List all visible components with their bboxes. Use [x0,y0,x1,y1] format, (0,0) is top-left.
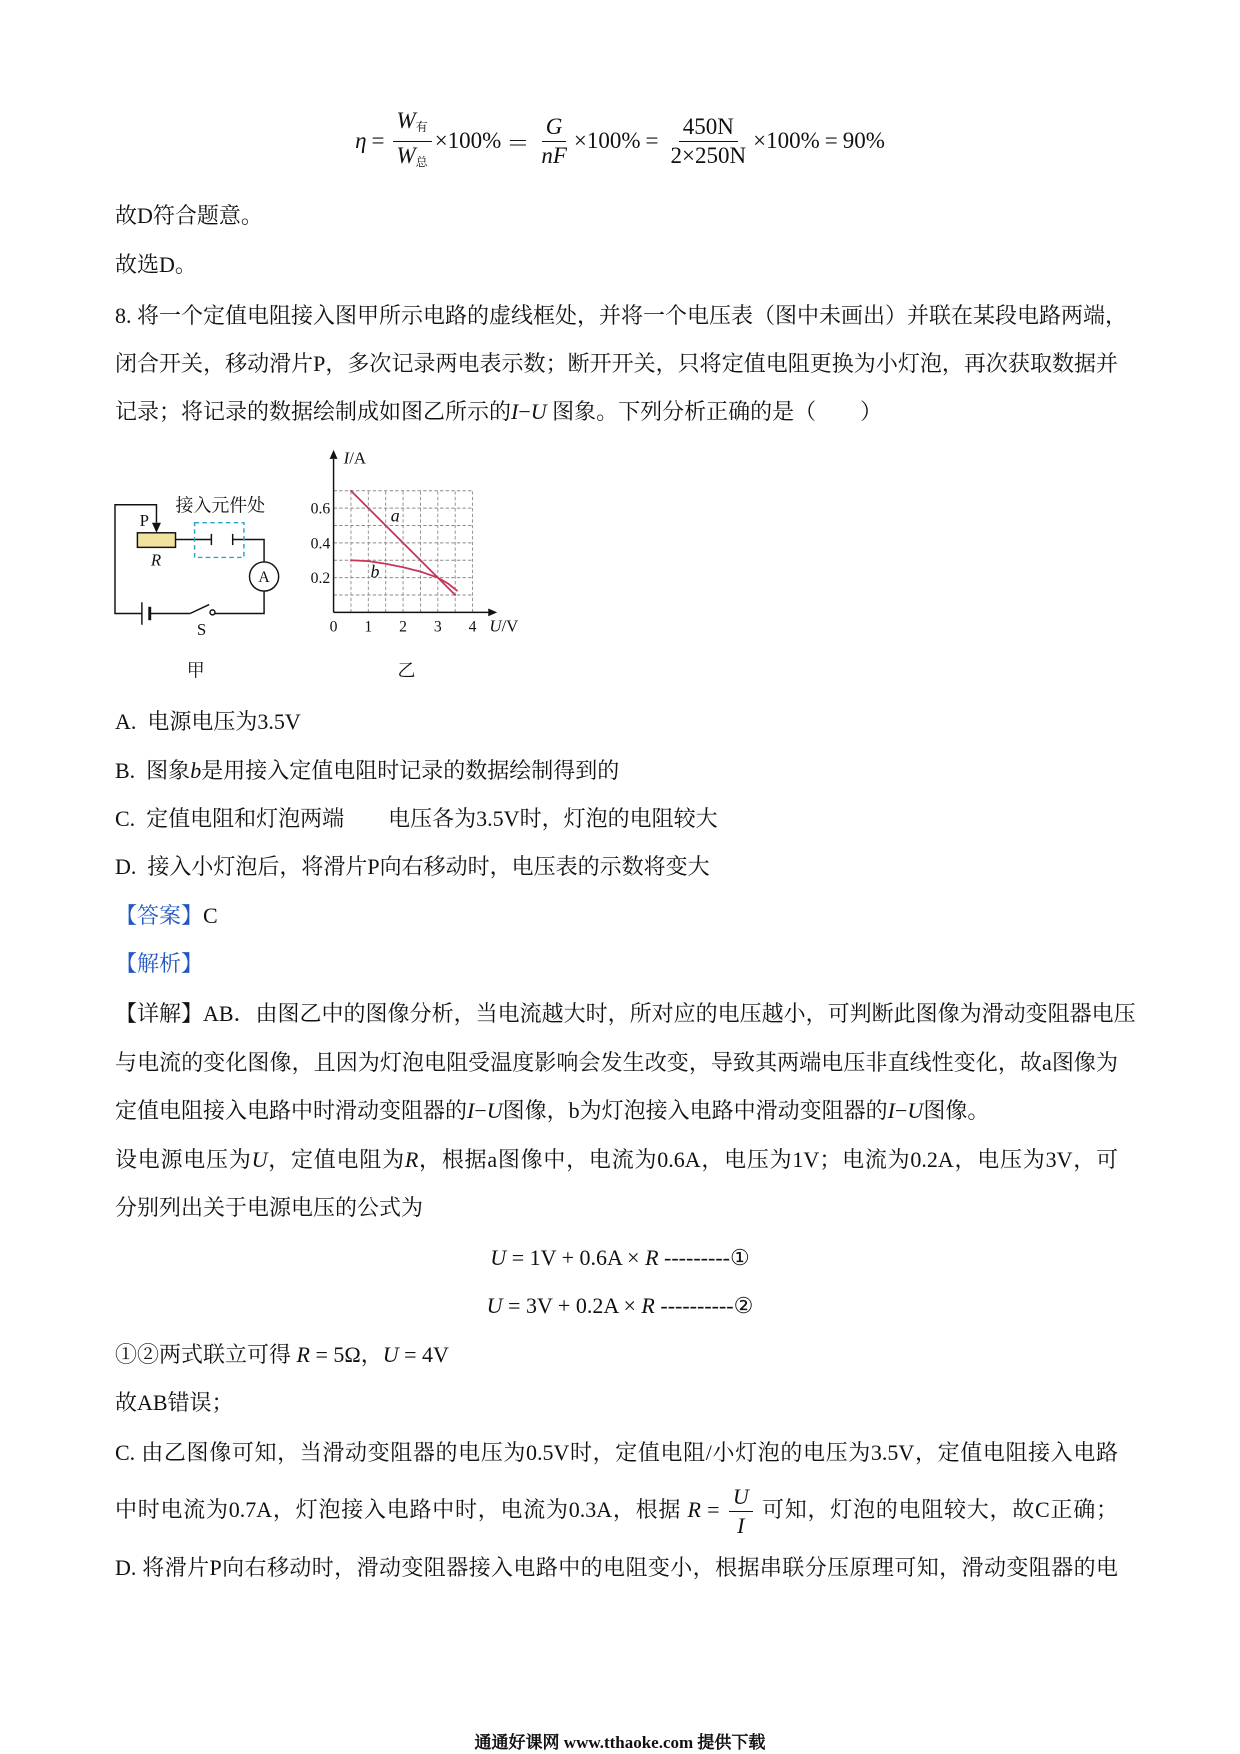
detail-line-5: 分别列出关于电源电压的公式为 [115,1195,424,1220]
fraction-denominator: I [737,1513,745,1539]
text-segment: = [700,1497,726,1522]
answer-tag: 【答案】 [115,903,204,928]
slot-label: 接入元件处 [175,495,266,516]
question-8-line-1: 8. 将一个定值电阻接入图甲所示电路的虚线框处，并将一个电压表（图中未画出）并联在某段电路两端， [115,303,1128,328]
series-a-label: a [390,505,400,526]
detail-d-line-1: D. 将滑片P向右移动时，滑动变阻器接入电路中的电阻变小，根据串联分压原理可知，滑动变阻器的电 [115,1555,1118,1580]
text-segment: 设电源电压为 [115,1147,252,1172]
equals-sign: = [824,128,838,153]
conclusion-d: 故D符合题意。 [115,203,263,228]
option-d: D. 接入小灯泡后，将滑片P向右移动时，电压表的示数将变大 [115,854,710,879]
x-axis-label [489,616,518,635]
detail-line-2: 与电流的变化图像，且因为灯泡电阻受温度影响会发生改变，导致其两端电压非直线性变化，故a图像为 [115,1050,1118,1075]
math-minus: − [895,1098,908,1123]
equals-sign: = [645,128,659,153]
answer-value: C [203,903,218,928]
detail-c-line-2 [115,1484,1118,1539]
y-axis-label [343,448,366,467]
text-segment: = 3V + 0.2A × [502,1293,642,1318]
answer-d: 故选D。 [115,252,197,277]
text-segment: B. 图象 [115,758,191,783]
analysis-line [115,948,203,980]
x-axis-arrow [488,608,497,616]
series-b-label: b [370,561,380,582]
y-axis-unit: /A [349,448,367,468]
text-segment: 图像，b为灯泡接入电路中滑动变阻器的 [502,1098,888,1123]
option-a: A. 电源电压为3.5V [115,709,301,734]
slider-label: P [139,511,149,531]
circuit-caption: 甲 [186,660,205,681]
fraction-numerator: G [542,114,567,142]
work-symbol: W [396,142,416,168]
x-axis-unit: /V [501,616,519,636]
fraction-u-over-i [729,1484,753,1539]
text-segment: ----------② [654,1293,754,1318]
text-segment: 图象。下列分析正确的是（ ） [546,399,883,424]
text-segment: ①②两式联立可得 [115,1342,297,1367]
equals-sign: = [371,128,385,153]
math-var: U [486,1098,503,1123]
question-8-line-2: 闭合开关，移动滑片P，多次记录两电表示数；断开开关，只将定值电阻更换为小灯泡，再次获取数据并 [115,351,1118,376]
text-segment: ，定值电阻为 [267,1147,405,1172]
work-subscript-useful: 有 [415,119,428,134]
math-var: U [490,1245,507,1270]
math-var: b [190,758,202,783]
y-tick-label: 0.6 [310,500,331,518]
math-var: R [641,1293,655,1318]
text-segment: = 4V [398,1342,449,1367]
graph [311,448,519,635]
efficiency-result: 90% [842,128,885,153]
switch-blade [190,605,209,614]
x-tick-label: 3 [433,618,442,636]
text-segment: 定值电阻接入电路中时滑动变阻器的 [115,1098,468,1123]
text-segment: = 1V + 0.6A × [506,1245,646,1270]
math-var: I [467,1098,475,1123]
math-var: U [382,1342,399,1367]
fraction-denominator: 2×250N [670,142,747,168]
math-var: U [486,1293,503,1318]
equals-sign: ＝ [506,130,530,156]
ammeter-label: A [258,569,270,587]
fraction-denominator [393,142,432,175]
option-b [115,755,619,787]
x-tick-label: 0 [329,618,338,636]
math-minus: − [474,1098,487,1123]
math-var: I [511,399,519,424]
efficiency-formula [0,104,1240,178]
graph-grid [334,491,473,613]
detail-line-3 [115,1095,989,1127]
x-tick-label: 1 [364,618,373,636]
text-segment: 中时电流为0.7A，灯泡接入电路中时，电流为0.3A，根据 [115,1497,688,1522]
y-axis-arrow [330,450,338,459]
math-var: I [887,1098,895,1123]
fraction-numerator: U [729,1484,753,1512]
fraction-numerator [393,108,432,142]
math-var: U [530,399,547,424]
percent-factor: ×100% [434,128,502,153]
slider-arrow-head [152,523,161,533]
x-axis-var: U [489,616,502,636]
math-var: U [251,1147,268,1172]
text-segment: ，根据a图像中，电流为0.6A，电压为1V；电流为0.2A，电压为3V，可 [418,1147,1118,1172]
fraction-g-over-nf [537,114,571,169]
text-segment: 是用接入定值电阻时记录的数据绘制得到的 [201,758,620,783]
math-var: U [907,1098,924,1123]
eta-symbol: η [355,128,367,153]
text-segment: ---------① [658,1245,750,1270]
x-tick-label: 4 [468,618,477,636]
math-var: R [296,1342,310,1367]
fraction-numerator: 450N [679,114,738,142]
percent-factor: ×100% [573,128,641,153]
detail-c-line-1: C. 由乙图像可知，当滑动变阻器的电压为0.5V时，定值电阻/小灯泡的电压为3.5V，定值电阻接入电路 [115,1440,1118,1465]
math-var: R [645,1245,659,1270]
equation-2 [0,1290,1240,1322]
detail-line-4 [115,1144,1118,1176]
y-tick-label: 0.2 [310,570,331,588]
option-c: C. 定值电阻和灯泡两端 电压各为3.5V时，灯泡的电阻较大 [115,806,718,831]
text-segment: 记录；将记录的数据绘制成如图乙所示的 [115,399,512,424]
x-tick-label: 2 [399,618,407,636]
math-minus: − [518,399,531,424]
text-segment: 图像。 [923,1098,990,1123]
y-tick-label: 0.4 [310,535,331,553]
text-segment: = 5Ω， [309,1342,383,1367]
y-axis-var: I [343,448,350,468]
fraction-useful-over-total-work [393,108,432,175]
fraction-numeric [667,114,751,169]
answer-line [115,900,218,932]
equation-1 [0,1242,1240,1274]
circuit-wire [176,534,265,562]
circuit-wire [215,591,264,613]
question-8-line-3 [115,396,882,428]
work-symbol: W [396,107,416,133]
detail-line-1: 【详解】AB．由图乙中的图像分析，当电流越大时，所对应的电压越小，可判断此图像为滑动变阻器电压 [115,1001,1136,1026]
fraction-denominator: nF [541,142,567,168]
series-b-line [351,560,457,590]
analysis-tag: 【解析】 [115,951,204,976]
text-segment: 可知，灯泡的电阻较大，故C正确； [755,1497,1118,1522]
math-var: R [404,1147,419,1172]
footer-source: 通通好课网 www.tthaoke.com 提供下载 [474,1733,766,1752]
solve-line [115,1339,449,1371]
switch-label: S [196,619,207,639]
question-8-figure [106,442,532,683]
resistor [137,533,175,548]
work-subscript-total: 总 [415,154,428,169]
math-var: R [687,1497,701,1522]
switch-contact [210,610,215,615]
percent-factor: ×100% [753,128,820,153]
resistor-label: R [150,550,162,570]
ab-wrong-line: 故AB错误； [115,1390,234,1415]
graph-caption: 乙 [397,660,416,681]
